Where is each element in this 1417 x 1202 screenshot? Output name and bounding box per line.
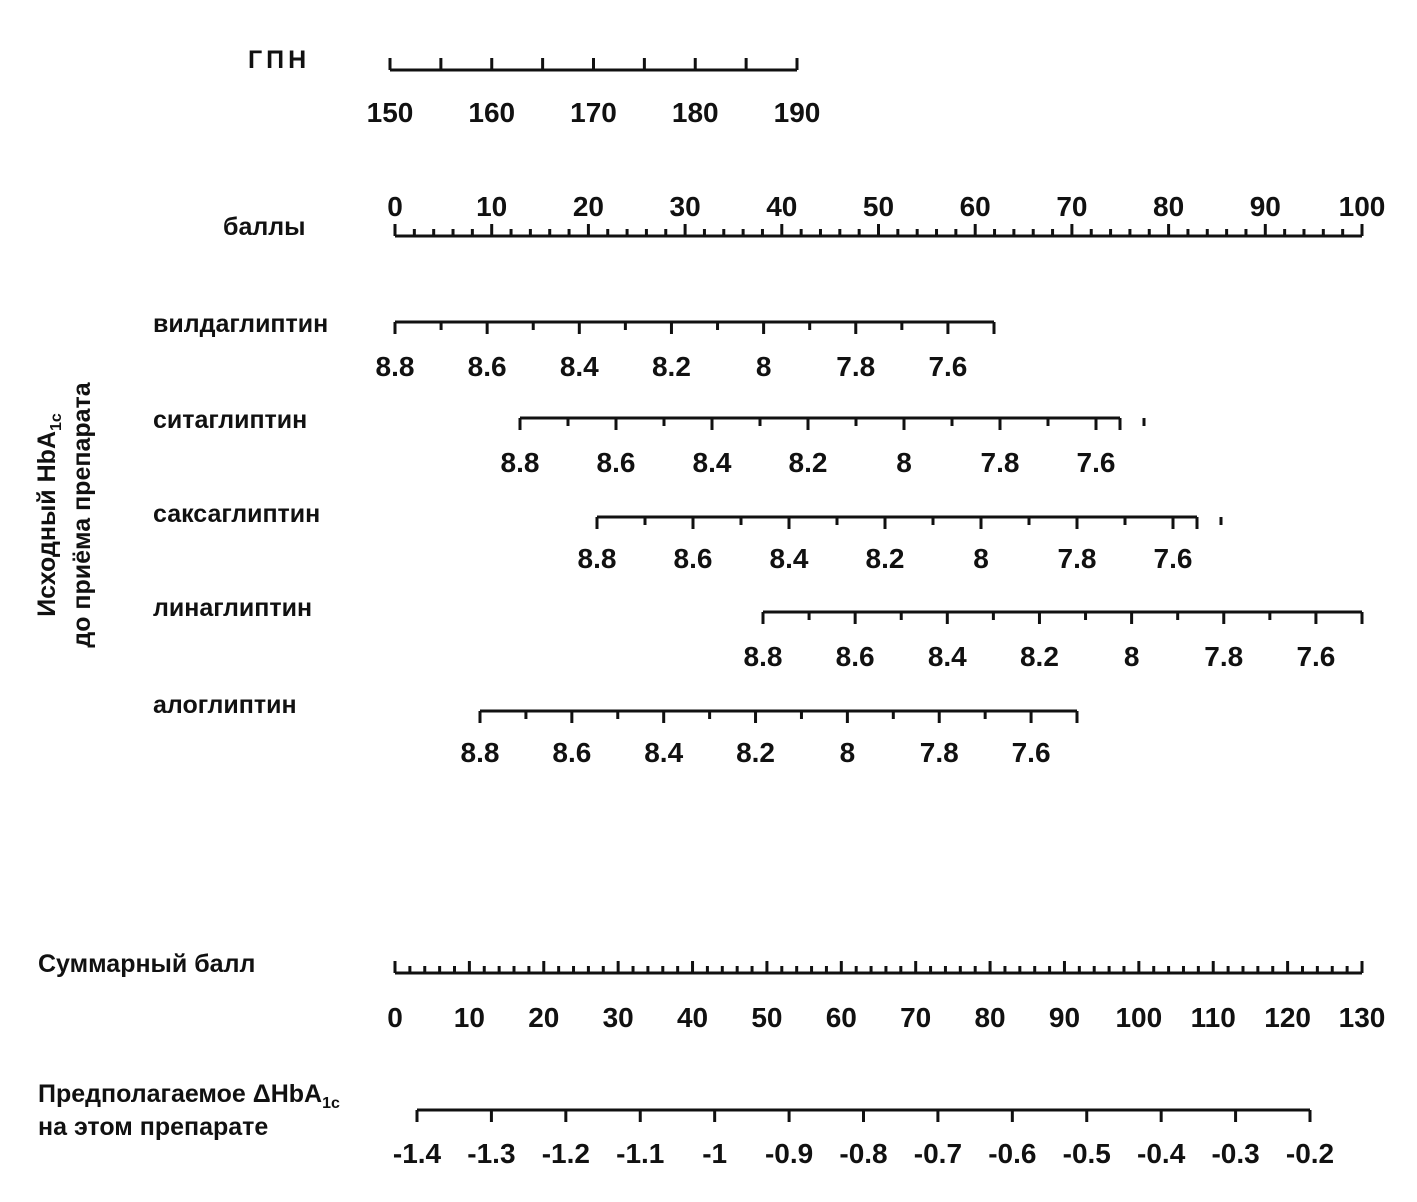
points-tick-label: 70: [1056, 191, 1088, 222]
delta-tick-label: -0.4: [1137, 1138, 1186, 1169]
total-tick-label: 30: [602, 1002, 634, 1033]
gpn-tick-label: 190: [773, 97, 821, 128]
delta-tick-label: -0.6: [988, 1138, 1037, 1169]
saxagliptin-tick-label: 8: [973, 543, 989, 574]
points-tick-label: 90: [1249, 191, 1281, 222]
total-tick-label: 80: [974, 1002, 1006, 1033]
delta-tick-label: -1.2: [541, 1138, 590, 1169]
gpn-tick-label: 150: [366, 97, 414, 128]
saxagliptin-tick-label: 8.2: [865, 543, 905, 574]
baseline-hba1c-group-label-line2: до приёма препарата: [68, 382, 96, 648]
saxagliptin-label: [153, 500, 320, 528]
linagliptin-tick-label: 8.6: [835, 641, 875, 672]
sitagliptin-tick-label: 8.4: [692, 447, 732, 478]
saxagliptin-tick-label: 8.8: [577, 543, 617, 574]
vildagliptin-tick-label: 7.8: [836, 351, 876, 382]
total-tick-label: 110: [1190, 1002, 1236, 1033]
total-tick-label: 100: [1115, 1002, 1163, 1033]
sitagliptin-tick-label: 8.6: [596, 447, 636, 478]
delta-label-line2: на этом препарате: [38, 1113, 269, 1141]
points-label-text: баллы: [223, 213, 306, 241]
total-tick-label: 40: [676, 1002, 709, 1033]
sitagliptin-tick-label: 8: [896, 447, 912, 478]
sitagliptin-tick-label: 8.8: [500, 447, 540, 478]
points-tick-label: 20: [572, 191, 604, 222]
total-tick-label: 120: [1264, 1002, 1311, 1033]
saxagliptin-tick-label: 8.4: [769, 543, 809, 574]
alogliptin-tick-label: 7.6: [1011, 737, 1051, 768]
gpn-label: [248, 46, 310, 74]
group-label-line1: Исходный HbA: [33, 431, 61, 617]
points-tick-label: 50: [862, 191, 895, 222]
linagliptin-tick-label: 8.2: [1019, 641, 1059, 672]
delta-label-text: Предполагаемое ΔHbA: [38, 1080, 323, 1108]
gpn-tick-label: 170: [570, 97, 617, 128]
sitagliptin-label: [153, 406, 307, 434]
total-tick-label: 130: [1338, 1002, 1386, 1033]
total-tick-label: 60: [825, 1002, 857, 1033]
sitagliptin-tick-label: 7.6: [1076, 447, 1116, 478]
total-tick-label: 10: [453, 1002, 485, 1033]
baseline-hba1c-group-label: [33, 413, 65, 617]
alogliptin-label-text: алоглиптин: [153, 691, 297, 719]
total-tick-label: 20: [528, 1002, 560, 1033]
linagliptin-tick-label: 8.4: [927, 641, 967, 672]
linagliptin-tick-label: 7.8: [1204, 641, 1244, 672]
total-tick-label: 70: [900, 1002, 932, 1033]
alogliptin-tick-label: 8.2: [736, 737, 776, 768]
delta-tick-label: -1.3: [467, 1138, 516, 1169]
total-label: [38, 950, 255, 978]
gpn-label-text: ГПН: [248, 46, 311, 74]
sitagliptin-tick-label: 7.8: [980, 447, 1020, 478]
saxagliptin-tick-label: 8.6: [673, 543, 713, 574]
delta-tick-label: -0.5: [1062, 1138, 1111, 1169]
total-tick-label: 50: [751, 1002, 783, 1033]
gpn-tick-label: 160: [468, 97, 516, 128]
saxagliptin-label-text: саксаглиптин: [153, 500, 321, 528]
vildagliptin-tick-label: 8.8: [375, 351, 415, 382]
points-tick-label: 100: [1338, 191, 1386, 222]
alogliptin-tick-label: 8.6: [552, 737, 592, 768]
total-tick-label: 0: [387, 1002, 403, 1033]
alogliptin-tick-label: 8: [839, 737, 856, 768]
vildagliptin-tick-label: 7.6: [928, 351, 968, 382]
delta-tick-label: -0.9: [764, 1138, 814, 1169]
points-tick-label: 0: [387, 191, 403, 222]
saxagliptin-tick-label: 7.8: [1057, 543, 1097, 574]
delta-tick-label: -1.4: [392, 1138, 442, 1169]
points-tick-label: 30: [669, 191, 701, 222]
delta-tick-label: -0.8: [839, 1138, 888, 1169]
linagliptin-tick-label: 8: [1123, 641, 1140, 672]
total-tick-label: 90: [1048, 1002, 1081, 1033]
points-tick-label: 80: [1153, 191, 1185, 222]
sitagliptin-label-text: ситаглиптин: [153, 406, 308, 434]
total-label-text: Суммарный балл: [38, 950, 256, 978]
scale-text: [33, 46, 1385, 1169]
vildagliptin-label-text: вилдаглиптин: [153, 310, 329, 338]
delta-label-subscript: 1c: [322, 1095, 340, 1112]
points-tick-label: 40: [766, 191, 798, 222]
alogliptin-tick-label: 8.4: [644, 737, 684, 768]
vildagliptin-tick-label: 8: [755, 351, 772, 382]
linagliptin-label: [153, 594, 312, 622]
delta-tick-label: -1: [702, 1138, 728, 1169]
linagliptin-tick-label: 8.8: [743, 641, 783, 672]
vildagliptin-tick-label: 8.6: [467, 351, 507, 382]
vildagliptin-tick-label: 8.4: [559, 351, 599, 382]
delta-tick-label: -0.3: [1211, 1138, 1260, 1169]
points-label: [223, 213, 305, 241]
delta-label: [38, 1080, 340, 1112]
alogliptin-label: [153, 691, 297, 719]
vildagliptin-tick-label: 8.2: [651, 351, 691, 382]
vildagliptin-label: [153, 310, 328, 338]
points-tick-label: 60: [959, 191, 991, 222]
sitagliptin-tick-label: 8.2: [788, 447, 828, 478]
alogliptin-tick-label: 8.8: [460, 737, 500, 768]
delta-tick-label: -1.1: [616, 1138, 665, 1169]
group-label-subscript: 1c: [48, 413, 65, 432]
gpn-tick-label: 180: [671, 97, 719, 128]
alogliptin-tick-label: 7.8: [919, 737, 959, 768]
linagliptin-label-text: линаглиптин: [153, 594, 313, 622]
saxagliptin-tick-label: 7.6: [1153, 543, 1193, 574]
points-tick-label: 10: [476, 191, 508, 222]
linagliptin-tick-label: 7.6: [1296, 641, 1336, 672]
delta-tick-label: -0.7: [913, 1138, 963, 1169]
delta-tick-label: -0.2: [1285, 1138, 1335, 1169]
